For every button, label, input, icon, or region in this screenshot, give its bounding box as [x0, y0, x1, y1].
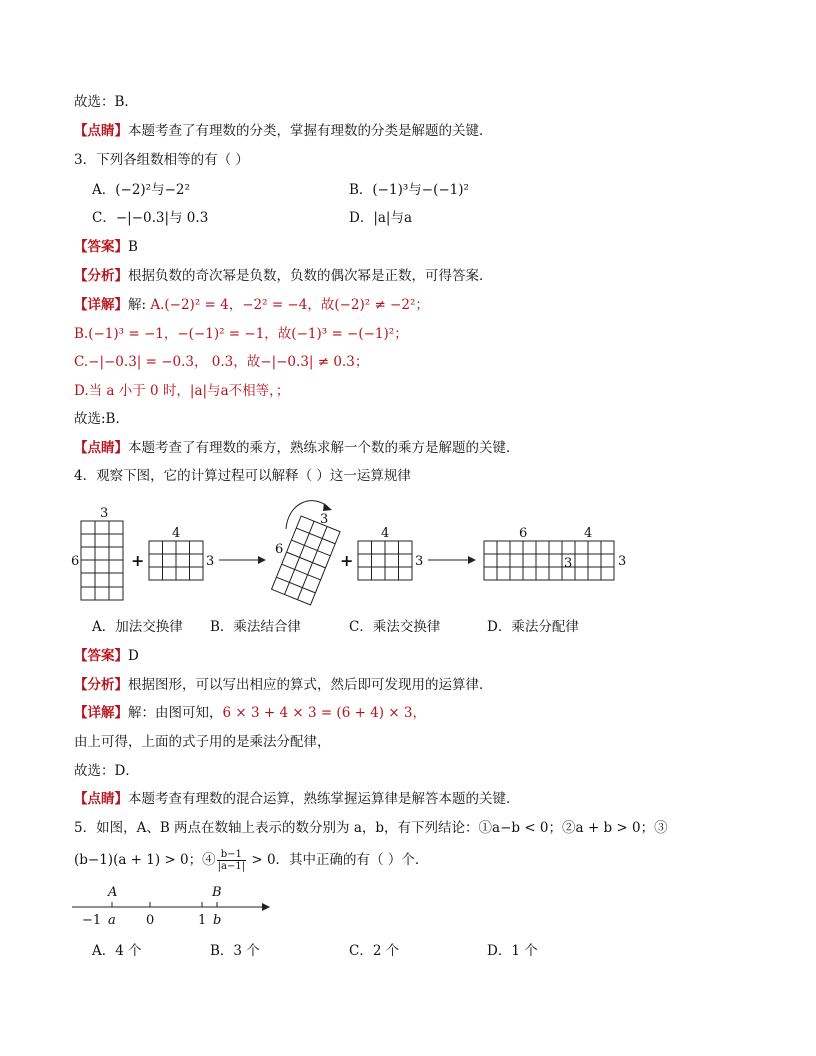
q4-select: 故选：D．: [74, 763, 139, 779]
q4-analysis-text: 根据图形，可以写出相应的算式，然后即可发现用的运算律．: [128, 677, 493, 693]
g4-top-label-6: 6: [519, 526, 528, 541]
q4-detail-pre: 解：由图可知，: [128, 705, 223, 721]
q4-figure: [0, 495, 816, 615]
q4-remark: [74, 789, 520, 809]
g1-left-label: 6: [71, 554, 80, 569]
q3-answer-value: B: [128, 239, 138, 255]
prev-answer-select: 故选：B．: [74, 94, 138, 110]
q4-option-c: C．乘法交换律: [349, 619, 441, 635]
q3-analysis: [74, 266, 493, 286]
rot-top-label: 3: [320, 512, 329, 527]
q5-option-b: B．3 个: [210, 943, 260, 959]
q3-detail-pre: 解:: [128, 297, 151, 313]
tick-label-b: b: [213, 913, 222, 928]
answer-tag: 【答案】: [74, 239, 128, 255]
g4-top-label-4: 4: [584, 526, 593, 541]
q4-remark-text: 本题考查有理数的混合运算，熟练掌握运算律是解答本题的关键．: [128, 791, 520, 807]
q3-option-c: C．−|−0.3|与 0.3: [92, 210, 209, 226]
q3-detail-1: [74, 295, 429, 315]
q3-detail-a: A.(−2)² = 4，−2² = −4，故(−2)² ≠ −2²；: [150, 297, 429, 313]
q3-detail-c: C.−|−0.3| = −0.3， 0.3，故−|−0.3| ≠ 0.3；: [74, 354, 369, 370]
q4-answer-value: D: [128, 648, 139, 664]
prev-remark: [74, 121, 493, 141]
detail-tag: 【详解】: [74, 705, 128, 721]
q5-stem-2b: > 0．其中正确的有（ ）个．: [247, 852, 429, 868]
g3-right-label: 3: [415, 554, 424, 569]
detail-tag: 【详解】: [74, 297, 128, 313]
rot-left-label: 6: [275, 542, 284, 557]
grid-6x3: [81, 521, 123, 600]
rotated-grid-6x3: [272, 516, 341, 605]
grid-3x10: [484, 541, 614, 580]
q4-option-b: B．乘法结合律: [210, 619, 301, 635]
q5-option-d: D．1 个: [487, 943, 538, 959]
plus-1: +: [131, 551, 145, 570]
q5-option-c: C．2 个: [349, 943, 400, 959]
q4-option-d: D．乘法分配律: [487, 619, 579, 635]
g4-mid-label: 3: [564, 556, 573, 571]
point-b-label: B: [212, 885, 222, 900]
g2-right-label: 3: [206, 554, 215, 569]
q3-detail-b: B.(−1)³ = −1，−(−1)² = −1，故(−1)³ = −(−1)²；: [74, 326, 408, 342]
q4-analysis: [74, 675, 493, 695]
arrow-2-head: [468, 556, 476, 564]
plus-2: +: [340, 551, 354, 570]
arrow-1-head: [258, 556, 266, 564]
q4-stem: 4．观察下图，它的计算过程可以解释（ ）这一运算规律: [74, 468, 411, 484]
q3-option-b: B．(−1)³与−(−1)²: [349, 182, 469, 198]
grid-3x4-second: [358, 541, 412, 580]
q3-analysis-text: 根据负数的奇次幂是负数，负数的偶次幂是正数，可得答案．: [128, 268, 493, 284]
q4-answer: [74, 646, 139, 666]
q3-select: 故选:B．: [74, 411, 129, 427]
q4-option-a: A．加法交换律: [92, 619, 183, 635]
tick-label-1: 1: [198, 913, 207, 928]
remark-tag: 【点睛】: [74, 123, 128, 139]
tick-label-a: a: [108, 913, 116, 928]
g2-top-label: 4: [172, 526, 181, 541]
q5-stem-2: [74, 849, 428, 872]
q3-answer: [74, 237, 138, 257]
q5-option-a: A．4 个: [92, 943, 142, 959]
q5-fraction-num: b−1: [217, 849, 246, 861]
tick-label-m1: −1: [82, 913, 102, 928]
q5-stem-1: 5．如图，A、B 两点在数轴上表示的数分别为 a，b，有下列结论：①a−b < 0；②a + b > 0；③: [74, 820, 668, 836]
axis-arrow-head: [262, 903, 270, 911]
point-a-label: A: [108, 885, 118, 900]
q5-fraction: [217, 849, 246, 872]
analysis-tag: 【分析】: [74, 268, 128, 284]
g4-right-label: 3: [618, 554, 627, 569]
q5-fraction-den: |a−1|: [217, 861, 246, 872]
q3-remark: [74, 438, 520, 458]
remark-text: 本题考查了有理数的分类，掌握有理数的分类是解题的关键．: [128, 123, 493, 139]
remark-tag: 【点睛】: [74, 440, 128, 456]
q3-option-d: D．|a|与a: [349, 210, 413, 226]
grid-3x4: [149, 541, 203, 580]
g3-top-label: 4: [381, 526, 390, 541]
q3-stem: 3．下列各组数相等的有（ ）: [74, 152, 249, 168]
q3-option-a: A．(−2)²与−2²: [92, 182, 190, 198]
remark-tag: 【点睛】: [74, 791, 128, 807]
analysis-tag: 【分析】: [74, 677, 128, 693]
tick-label-0: 0: [146, 913, 155, 928]
g1-top-label: 3: [100, 506, 109, 521]
q5-stem-2a: (b−1)(a + 1) > 0；④: [74, 852, 216, 868]
q5-number-line: [0, 880, 816, 930]
answer-tag: 【答案】: [74, 648, 128, 664]
q3-detail-d: D.当 a 小于 0 时，|a|与a不相等，；: [74, 383, 290, 399]
rotation-arrow-head: [323, 503, 332, 511]
q4-detail-eq: 6 × 3 + 4 × 3 = (6 + 4) × 3，: [222, 705, 427, 721]
q4-detail-2: 由上可得，上面的式子用的是乘法分配律，: [74, 734, 331, 750]
q3-remark-text: 本题考查了有理数的乘方，熟练求解一个数的乘方是解题的关键．: [128, 440, 520, 456]
q4-detail: [74, 703, 426, 723]
